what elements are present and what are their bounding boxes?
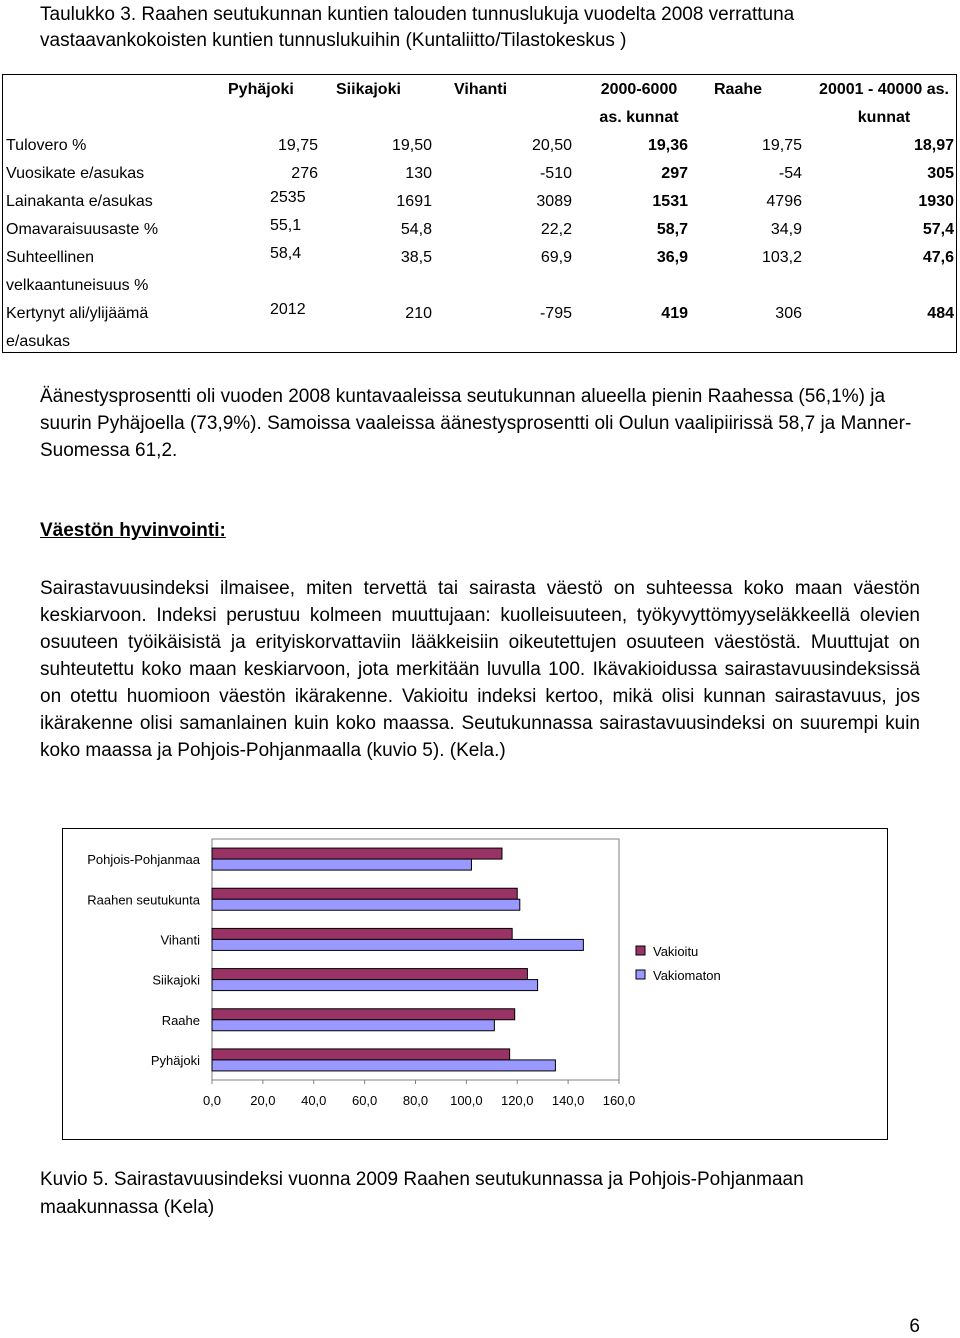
x-tick-label: 20,0 (250, 1093, 276, 1108)
table-cell: 58,7 (656, 221, 688, 238)
chart-frame (62, 828, 888, 1140)
table-cell: 55,1 (270, 217, 302, 234)
table-header-row (2, 74, 958, 132)
table-row (2, 300, 958, 356)
bar-vakioitu (212, 848, 502, 859)
section-heading: Väestön hyvinvointi: (40, 520, 226, 541)
y-tick-label: Vihanti (160, 932, 200, 948)
table-cell: 69,9 (540, 249, 572, 266)
table-cell: 54,8 (400, 221, 432, 238)
table-cell: 103,2 (761, 249, 802, 266)
legend-swatch (636, 946, 645, 955)
table-cell: 130 (405, 165, 432, 182)
row-label: Tulovero % (6, 137, 87, 154)
table-cell: 19,75 (761, 137, 802, 154)
table-cell: 58,4 (270, 245, 302, 262)
table-cell: -54 (778, 165, 802, 182)
table-cell: 19,75 (277, 137, 318, 154)
bar-vakioitu (212, 969, 527, 980)
table-cell: 38,5 (400, 249, 432, 266)
x-tick-label: 120,0 (500, 1093, 534, 1108)
row-label: Suhteellinen velkaantuneisuus % (6, 249, 149, 294)
table-cell: 57,4 (922, 221, 954, 238)
header-cell: Raahe (714, 81, 763, 98)
row-label: Omavaraisuusaste % (6, 221, 159, 238)
table-cell: 36,9 (656, 249, 688, 266)
legend-label: Vakiomaton (653, 968, 721, 983)
table-cell: 22,2 (540, 221, 572, 238)
x-tick-label: 40,0 (301, 1093, 327, 1108)
table-cell: 19,36 (647, 137, 688, 154)
table-cell: 1531 (652, 193, 688, 210)
plot-area (212, 839, 619, 1080)
table-cell: 4796 (766, 193, 802, 210)
paragraph-voting: Äänestysprosentti oli vuoden 2008 kuntavaaleissa seutukunnan alueella pienin Raahessa (56,1%) ja suurin Pyhäjoella (73,9%). Samoissa vaaleissa äänestysprosentti oli Oulun vaalipiirissä 58,7 ja Manner-Suomessa 61,2. (40, 386, 912, 461)
bar-vakioitu (212, 1049, 510, 1060)
bar-vakiomaton (212, 1060, 555, 1071)
x-tick-label: 80,0 (402, 1093, 429, 1108)
y-tick-label: Raahen seutukunta (87, 892, 200, 908)
header-cell: Vihanti (454, 81, 508, 98)
legend-swatch (636, 970, 645, 979)
paragraph-wellbeing: Sairastavuusindeksi ilmaisee, miten tervettä tai sairasta väestö on suhteessa koko maan väestön keskiarvoon. Indeksi perustuu kolmeen muuttujaan: kuolleisuuteen, työkyvyttömyyseläkkeellä olevien osuuteen työikäisistä ja erityiskorvattaviin lääkkeisiin oikeutettujen osuuteen väestöstä. Muuttujat on suhteutettu koko maan keskiarvoon, jota merkitään luvulla 100. Ikävakioidussa sairastavuusindeksissä on otettu huomioon väestön ikärakenne. Vakioitu indeksi kertoo, mikä olisi kunnan sairastavuus, jos ikärakenne olisi samanlainen kuin koko maassa. Seutukunnassa sairastavuusindeksi on suurempi kuin koko maassa ja Pohjois-Pohjanmaalla (kuvio 5). (Kela.) (40, 578, 920, 761)
table-cell: 47,6 (922, 249, 954, 266)
bar-vakioitu (212, 1009, 515, 1020)
table-cell: 210 (405, 305, 432, 322)
x-tick-label: 0,0 (202, 1093, 222, 1108)
table-cell: 20,50 (531, 137, 572, 154)
table-row (2, 132, 958, 160)
bar-vakiomaton (212, 899, 520, 910)
row-label: Kertynyt ali/ylijäämä e/asukas (6, 305, 149, 350)
table-row (2, 216, 958, 244)
x-tick-label: 140,0 (551, 1093, 585, 1108)
header-cell: 2000-6000 as. kunnat (599, 81, 679, 126)
table-cell: 3089 (536, 193, 572, 210)
table-cell: 34,9 (770, 221, 802, 238)
table-cell: -510 (539, 165, 572, 182)
table-cell: 297 (661, 165, 688, 182)
page-number: 6 (909, 1316, 920, 1337)
legend-label: Vakioitu (653, 944, 699, 959)
table-cell: 19,50 (391, 137, 432, 154)
x-tick-label: 160,0 (602, 1093, 636, 1108)
header-cell: Pyhäjoki (228, 81, 294, 98)
header-empty (2, 74, 216, 132)
bar-vakioitu (212, 928, 512, 939)
table-cell: 419 (661, 305, 688, 322)
bar-vakioitu (212, 888, 517, 899)
x-tick-label: 60,0 (351, 1093, 378, 1108)
y-tick-label: Siikajoki (152, 972, 200, 988)
bar-chart (63, 829, 886, 1138)
table-cell: 1691 (396, 193, 432, 210)
bar-vakiomaton (212, 939, 583, 950)
y-tick-label: Pyhäjoki (150, 1052, 200, 1068)
table-cell: 305 (927, 165, 954, 182)
bar-vakiomaton (212, 980, 538, 991)
stats-table (2, 74, 958, 356)
table-cell: 276 (291, 165, 318, 182)
table-caption: Taulukko 3. Raahen seutukunnan kuntien talouden tunnuslukuja vuodelta 2008 verrattuna vastaavankokoisten kuntien tunnuslukuihin (Kuntaliitto/Tilastokeskus ) (40, 4, 795, 51)
header-cell: Siikajoki (336, 81, 401, 98)
table-cell: 18,97 (913, 137, 954, 154)
table-cell: 2535 (270, 189, 306, 206)
figure-caption: Kuvio 5. Sairastavuusindeksi vuonna 2009 Raahen seutukunnassa ja Pohjois-Pohjanmaan maakunnassa (Kela) (40, 1169, 804, 1218)
bar-vakiomaton (212, 859, 471, 870)
table-cell: 1930 (918, 193, 954, 210)
x-tick-label: 100,0 (450, 1093, 483, 1108)
table-cell: 306 (775, 305, 802, 322)
table-cell: -795 (539, 305, 572, 322)
bar-vakiomaton (212, 1020, 494, 1031)
header-cell: 20001 - 40000 as. kunnat (819, 81, 949, 126)
table-row (2, 188, 958, 216)
table-cell: 484 (927, 305, 954, 322)
table-row (2, 160, 958, 188)
table-row (2, 244, 958, 300)
row-label: Vuosikate e/asukas (6, 165, 145, 182)
y-tick-label: Pohjois-Pohjanmaa (87, 852, 200, 868)
y-tick-label: Raahe (161, 1012, 200, 1028)
row-label: Lainakanta e/asukas (6, 193, 153, 210)
table-cell: 2012 (270, 301, 306, 318)
